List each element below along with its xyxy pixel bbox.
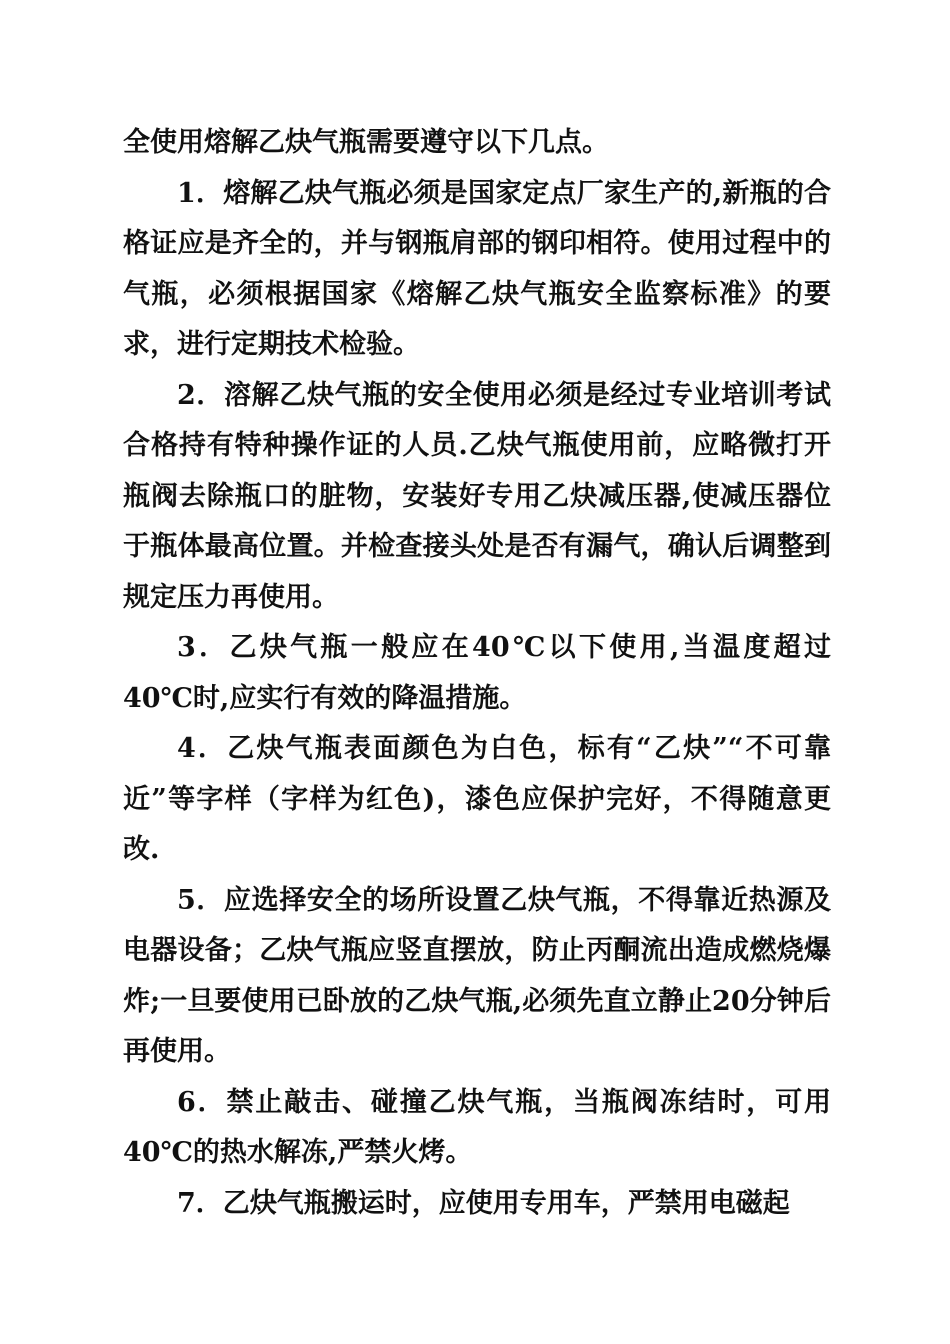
paragraph-item-4: 4．乙炔气瓶表面颜色为白色，标有“乙炔”“不可靠近”等字样（字样为红色)，漆色应保护完好，不得随意更改.	[123, 733, 831, 865]
paragraph-item-2: 2．溶解乙炔气瓶的安全使用必须是经过专业培训考试合格持有特种操作证的人员.乙炔气瓶使用前，应略微打开瓶阀去除瓶口的脏物，安装好专用乙炔减压器,使减压器位于瓶体最高位置。并检查接头处是否有漏气，确认后调整到规定压力再使用。	[123, 379, 831, 613]
paragraph-item-7: 7．乙炔气瓶搬运时，应使用专用车，严禁用电磁起	[177, 1187, 790, 1219]
paragraph-item-6: 6．禁止敲击、碰撞乙炔气瓶，当瓶阀冻结时，可用40℃的热水解冻,严禁火烤。	[123, 1086, 831, 1168]
paragraph-item-1: 1．熔解乙炔气瓶必须是国家定点厂家生产的,新瓶的合格证应是齐全的，并与钢瓶肩部的钢印相符。使用过程中的气瓶，必须根据国家《熔解乙炔气瓶安全监察标准》的要求，进行定期技术检验。	[123, 177, 831, 360]
paragraph-item-5: 5．应选择安全的场所设置乙炔气瓶，不得靠近热源及电器设备；乙炔气瓶应竖直摆放，防止丙酮流出造成燃烧爆炸;一旦要使用已卧放的乙炔气瓶,必须先直立静止20分钟后再使用。	[123, 884, 831, 1067]
document-body	[123, 118, 831, 1229]
paragraph-intro: 全使用熔解乙炔气瓶需要遵守以下几点。	[123, 127, 609, 158]
paragraph-item-3: 3．乙炔气瓶一般应在40℃以下使用,当温度超过40℃时,应实行有效的降温措施。	[123, 632, 831, 714]
